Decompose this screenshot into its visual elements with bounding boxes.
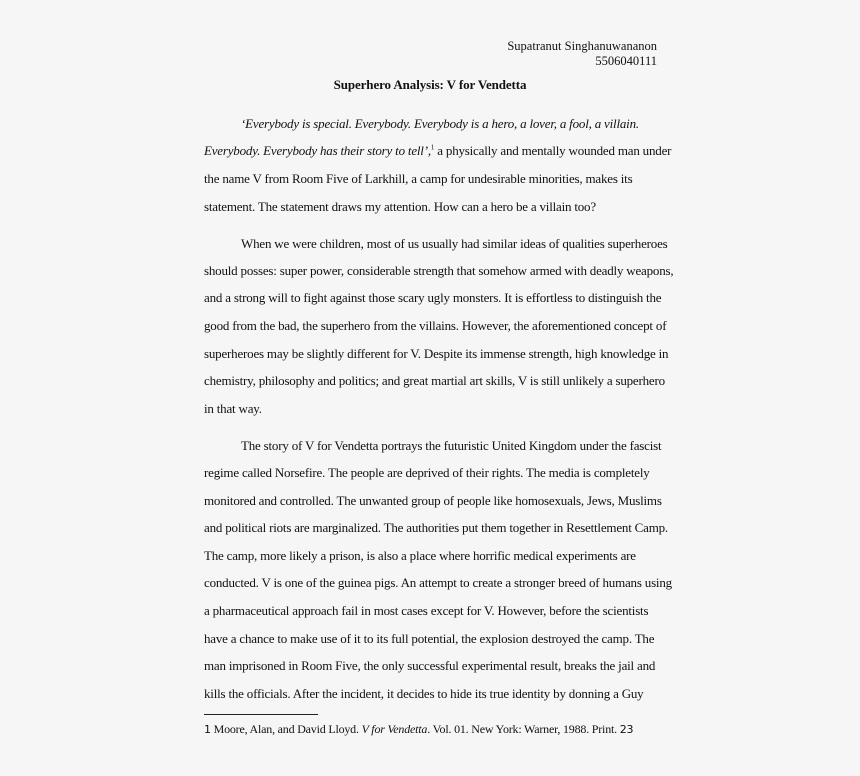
text-line: and political riots are marginalized. The authorities put them together in Resettlement Camp.: [204, 520, 668, 535]
footnote-divider: [204, 714, 318, 715]
text-line: ‘Everybody is special. Everybody. Everybody is a hero, a lover, a fool, a villain.: [241, 116, 639, 131]
footnote: [204, 722, 633, 737]
line-text: a physically and mentally wounded man under: [434, 143, 672, 158]
footnote-book-title: V for Vendetta: [361, 722, 428, 736]
text-line: The camp, more likely a prison, is also a place where horrific medical experiments are: [204, 548, 636, 563]
text-line: statement. The statement draws my attention. How can a hero be a villain too?: [204, 199, 596, 214]
footnote-page: 23: [619, 723, 634, 736]
text-line: kills the officials. After the incident, it decides to hide its true identity by donning a Guy: [204, 686, 644, 701]
student-id: 5506040111: [595, 54, 657, 68]
text-line: a pharmaceutical approach fail in most cases except for V. However, before the scientists: [204, 603, 649, 618]
footnote-ref[interactable]: 1: [430, 143, 435, 152]
quote-text: Everybody. Everybody has their story to tell’,: [204, 143, 431, 158]
text-line: When we were children, most of us usually had similar ideas of qualities superheroes: [241, 236, 668, 251]
text-line: conducted. V is one of the guinea pigs. An attempt to create a stronger breed of humans using: [204, 575, 672, 590]
footnote-text: Moore, Alan, and David Lloyd.: [210, 722, 362, 736]
text-line: monitored and controlled. The unwanted group of people like homosexuals, Jews, Muslims: [204, 493, 662, 508]
text-line: and a strong will to fight against those scary ugly monsters. It is effortless to distinguish the: [204, 290, 662, 305]
footnote-number: 1: [204, 723, 211, 736]
text-line: have a chance to make use of it to its full potential, the explosion destroyed the camp. The: [204, 631, 655, 646]
text-line: should posses: super power, considerable strength that somehow armed with deadly weapons,: [204, 263, 674, 278]
text-line: chemistry, philosophy and politics; and great martial art skills, V is still unlikely a superhero: [204, 373, 665, 388]
text-line: good from the bad, the superhero from the villains. However, the aforementioned concept of: [204, 318, 667, 333]
text-line: man imprisoned in Room Five, the only successful experimental result, breaks the jail and: [204, 658, 656, 673]
text-line: [204, 143, 671, 159]
text-line: in that way.: [204, 401, 262, 416]
text-line: The story of V for Vendetta portrays the futuristic United Kingdom under the fascist: [241, 438, 662, 453]
footnote-text: . Vol. 01. New York: Warner, 1988. Print.: [427, 722, 620, 736]
text-line: the name V from Room Five of Larkhill, a camp for undesirable minorities, makes its: [204, 171, 633, 186]
document-title: Superhero Analysis: V for Vendetta: [333, 77, 527, 92]
text-line: superheroes may be slightly different for V. Despite its immense strength, high knowledge in: [204, 346, 669, 361]
text-line: regime called Norsefire. The people are deprived of their rights. The media is completely: [204, 465, 650, 480]
author-name: Supatranut Singhanuwananon: [507, 39, 657, 53]
